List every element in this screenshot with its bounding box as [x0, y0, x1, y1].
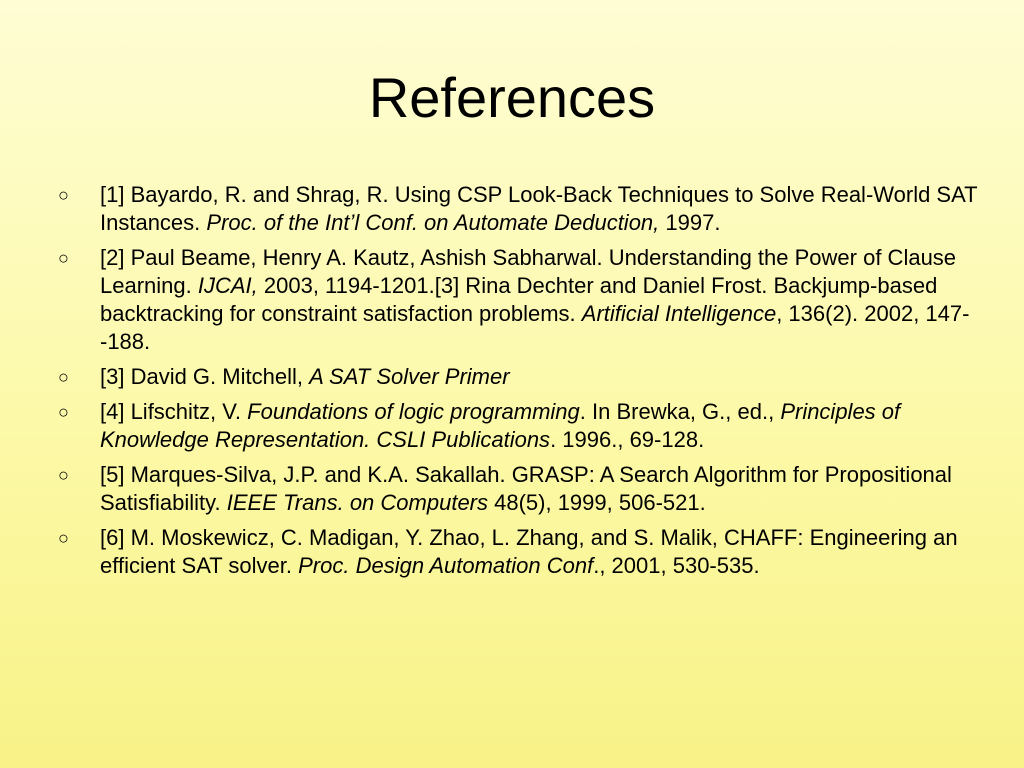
reference-text [100, 399, 900, 452]
reference-segment: ., 2001, 530-535. [593, 553, 760, 578]
circle-bullet-icon: ○ [58, 528, 69, 548]
reference-item [58, 461, 978, 517]
reference-text [100, 245, 969, 354]
references-list [58, 181, 978, 587]
reference-text [100, 364, 510, 389]
reference-venue: Foundations of logic programming [247, 399, 580, 424]
reference-item [58, 244, 978, 356]
reference-venue: Proc. Design Automation Conf [298, 553, 594, 578]
reference-segment: 1997. [659, 210, 721, 235]
circle-bullet-icon: ○ [58, 402, 69, 422]
reference-segment: . In Brewka, G., ed., [579, 399, 781, 424]
reference-venue: IJCAI, [197, 273, 258, 298]
reference-text [100, 462, 952, 515]
reference-item [58, 363, 978, 391]
reference-venue: Proc. of the Int’l Conf. on Automate Deduction, [206, 210, 660, 235]
reference-item [58, 524, 978, 580]
reference-text [100, 525, 958, 578]
reference-segment: [1] Bayardo, R. and Shrag, R. Using CSP Look-Back Techniques to Solve Real-World SAT Instances. [100, 182, 978, 235]
reference-venue: Artificial Intelligence [581, 301, 777, 326]
reference-segment: [3] David G. Mitchell, [100, 364, 310, 389]
reference-segment: [6] M. Moskewicz, C. Madigan, Y. Zhao, L. Zhang, and S. Malik, CHAFF: Engineering an efficient SAT solver. [100, 525, 958, 578]
circle-bullet-icon: ○ [58, 185, 69, 205]
reference-segment: , 136(2). 2002, 147--188. [100, 301, 970, 354]
reference-segment: [5] Marques-Silva, J.P. and K.A. Sakallah. GRASP: A Search Algorithm for Propositional Satisfiability. [100, 462, 952, 515]
reference-venue: IEEE Trans. on Computers [226, 490, 488, 515]
circle-bullet-icon: ○ [58, 465, 69, 485]
reference-segment: 48(5), 1999, 506-521. [488, 490, 706, 515]
reference-text [100, 182, 977, 235]
reference-venue: A SAT Solver Primer [309, 364, 510, 389]
reference-venue: Principles of Knowledge Representation. CSLI Publications [100, 399, 901, 452]
reference-segment: [4] Lifschitz, V. [100, 399, 248, 424]
reference-item [58, 398, 978, 454]
circle-bullet-icon: ○ [58, 248, 69, 268]
reference-item [58, 181, 978, 237]
reference-segment: 2003, 1194-1201.[3] Rina Dechter and Daniel Frost. Backjump-based backtracking for constraint satisfaction problems. [100, 273, 938, 326]
reference-segment: [2] Paul Beame, Henry A. Kautz, Ashish Sabharwal. Understanding the Power of Clause Learning. [100, 245, 957, 298]
slide-title: References [368, 66, 656, 129]
circle-bullet-icon: ○ [58, 367, 69, 387]
reference-segment: . 1996., 69-128. [550, 427, 705, 452]
